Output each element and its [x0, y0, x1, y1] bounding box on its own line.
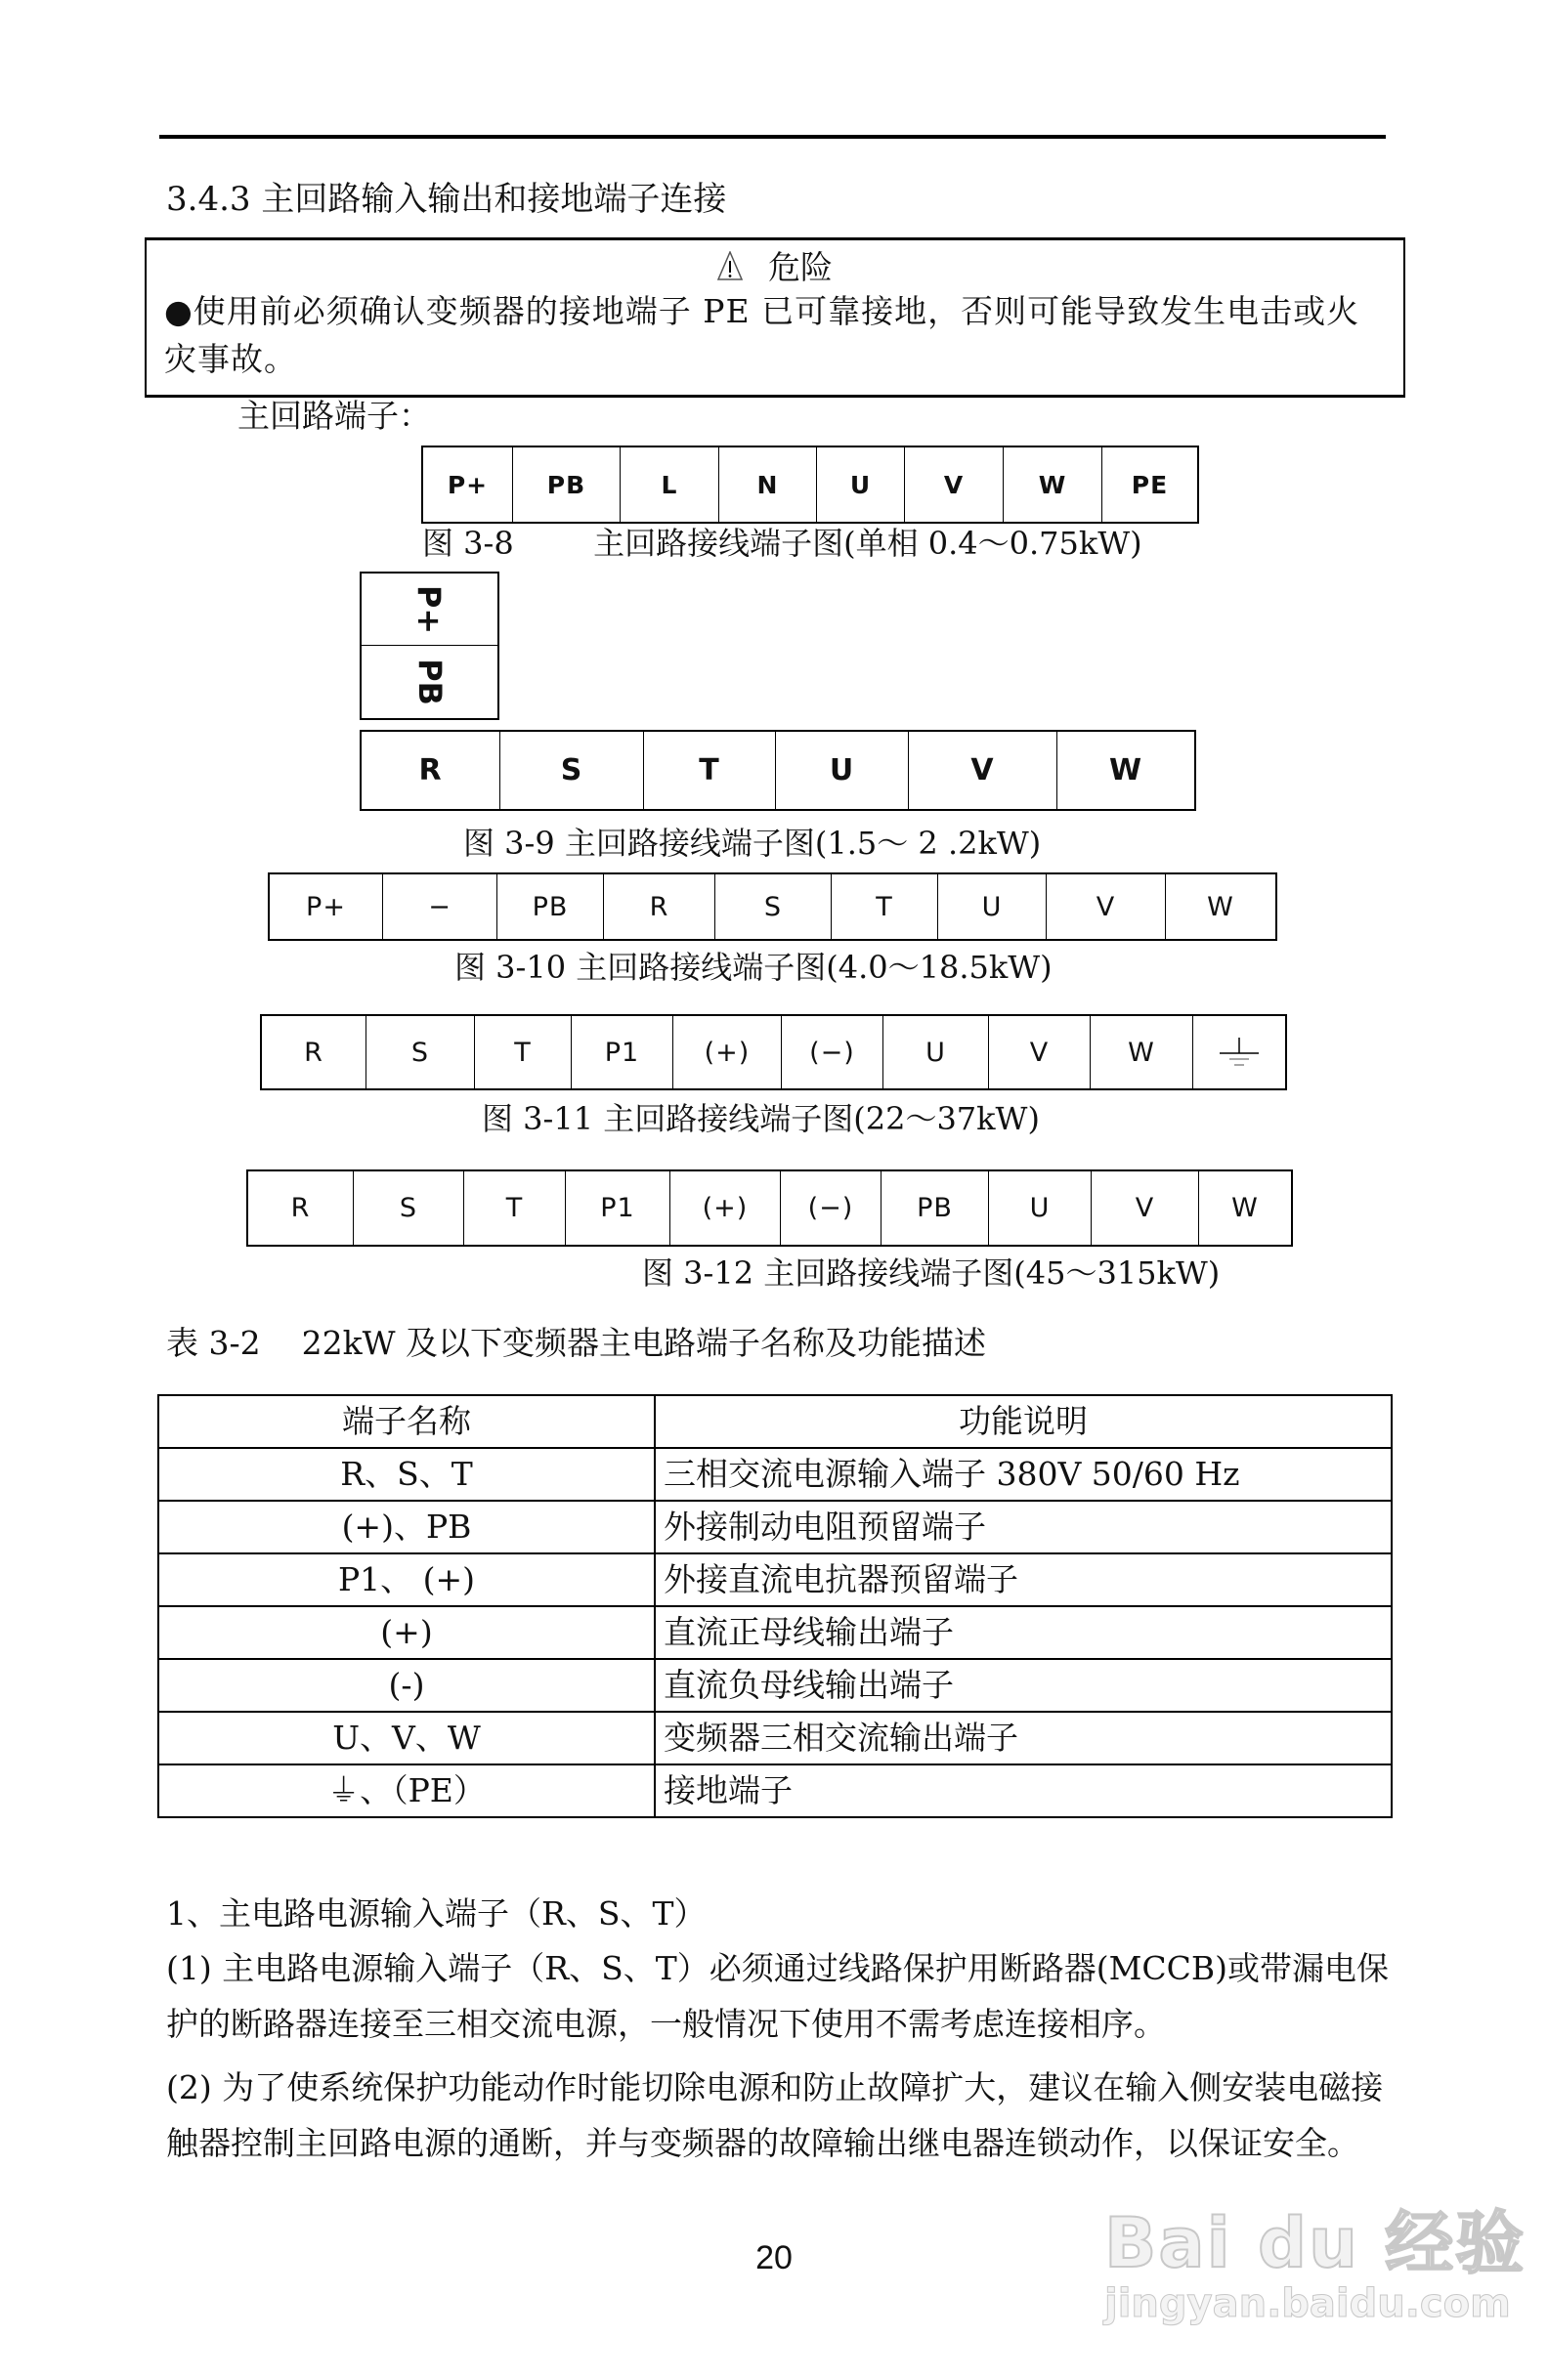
terminal: W: [1091, 1016, 1193, 1088]
function-cell: 直流负母线输出端子: [655, 1659, 1392, 1712]
warning-triangle-icon: [717, 250, 743, 289]
terminal: V: [1047, 874, 1166, 939]
terminal: U: [989, 1171, 1092, 1245]
terminal: W: [1108, 753, 1143, 787]
page-number: 20: [755, 2239, 793, 2276]
danger-title: 危险: [768, 248, 833, 286]
terminal-diagram-3-12: [246, 1169, 1293, 1247]
terminal-diagram-3-11: [260, 1014, 1287, 1090]
terminal: P+: [423, 447, 513, 522]
table-header-row: [158, 1395, 1392, 1448]
terminal-name-cell: (-): [158, 1659, 655, 1712]
main-terminals-label: 主回路端子：: [237, 397, 431, 435]
header-rule: [159, 135, 1386, 139]
terminal: R: [248, 1171, 354, 1245]
terminal-diagram-3-10: [268, 872, 1277, 941]
watermark-logo: Bai du 经验: [1104, 2203, 1526, 2283]
table-row: [158, 1501, 1392, 1553]
table-row: [158, 1764, 1392, 1817]
terminal-name-cell: P1、 (+): [158, 1553, 655, 1606]
terminal: T: [832, 874, 938, 939]
terminal: R: [362, 732, 500, 809]
terminal: (+): [673, 1016, 782, 1088]
figure-caption-3-12: 图 3-12 主回路接线端子图(45～315kW): [642, 1254, 1221, 1292]
function-cell: 三相交流电源输入端子 380V 50/60 Hz: [655, 1448, 1392, 1501]
table-row: [158, 1659, 1392, 1712]
terminal: R: [604, 874, 715, 939]
terminal: W: [1004, 447, 1102, 522]
terminal: S: [354, 1171, 464, 1245]
table-row: [158, 1448, 1392, 1501]
terminal: W: [1231, 1193, 1259, 1223]
function-cell: 直流正母线输出端子: [655, 1606, 1392, 1659]
ground-icon: [1193, 1016, 1285, 1088]
function-cell: 外接制动电阻预留端子: [655, 1501, 1392, 1553]
header-cell: 功能说明: [655, 1395, 1392, 1448]
terminal: T: [464, 1171, 566, 1245]
terminal: S: [715, 874, 832, 939]
terminal: P+: [270, 874, 383, 939]
table-row: [158, 1606, 1392, 1659]
terminal-diagram-3-9-top: [360, 572, 499, 720]
terminal: PB: [497, 874, 604, 939]
table-row: [158, 1553, 1392, 1606]
watermark-url: jingyan.baidu.com: [1104, 2281, 1511, 2326]
terminal: −: [383, 874, 497, 939]
terminal-name-cell: R、S、T: [158, 1448, 655, 1501]
terminal: S: [366, 1016, 475, 1088]
terminal: V: [989, 1016, 1091, 1088]
table-title: 表 3-2 22kW 及以下变频器主电路端子名称及功能描述: [166, 1324, 986, 1362]
terminal: V: [909, 732, 1057, 809]
table-row: [158, 1712, 1392, 1764]
paragraph-1: (1) 主电路电源输入端子（R、S、T）必须通过线路保护用断路器(MCCB)或带漏电保护的断路器连接至三相交流电源，一般情况下使用不需考虑连接相序。: [166, 1949, 1389, 2043]
terminal: L: [621, 447, 719, 522]
terminal: W: [1207, 891, 1234, 922]
subsection-title: 1、主电路电源输入端子（R、S、T）: [166, 1894, 707, 1933]
figure-caption-3-10: 图 3-10 主回路接线端子图(4.0～18.5kW): [454, 949, 1053, 986]
baidu-watermark: [1104, 2189, 1526, 2326]
danger-body: ●使用前必须确认变频器的接地端子 PE 已可靠接地，否则可能导致发生电击或火灾事故。: [164, 292, 1360, 378]
terminal: (−): [782, 1016, 883, 1088]
terminal-name-cell: U、V、W: [158, 1712, 655, 1764]
figure-caption-3-8: 图 3-8 主回路接线端子图(单相 0.4～0.75kW): [422, 525, 1142, 562]
terminal: U: [883, 1016, 989, 1088]
function-cell: 外接直流电抗器预留端子: [655, 1553, 1392, 1606]
paragraph-2: (2) 为了使系统保护功能动作时能切除电源和防止故障扩大，建议在输入侧安装电磁接触器控制主回路电源的通断，并与变频器的故障输出继电器连锁动作，以保证安全。: [166, 2068, 1384, 2162]
terminal: T: [644, 732, 776, 809]
terminal-name-cell: (+)、PB: [158, 1501, 655, 1553]
danger-title-row: [147, 248, 1403, 289]
terminal: PB: [410, 659, 449, 705]
terminal: (+): [670, 1171, 781, 1245]
figure-caption-3-11: 图 3-11 主回路接线端子图(22～37kW): [482, 1100, 1040, 1137]
terminal-name-cell: ⏚、（PE）: [158, 1764, 655, 1817]
terminal: PB: [882, 1171, 989, 1245]
terminal: U: [817, 447, 905, 522]
terminal-diagram-3-8: [421, 446, 1199, 524]
terminal: V: [905, 447, 1004, 522]
terminal: PB: [513, 447, 621, 522]
terminal: U: [938, 874, 1047, 939]
terminal: PE: [1131, 470, 1169, 499]
figure-caption-3-9: 图 3-9 主回路接线端子图(1.5～ 2 .2kW): [463, 825, 1042, 862]
terminal-function-table: [157, 1394, 1393, 1818]
terminal: V: [1092, 1171, 1199, 1245]
terminal: S: [500, 732, 644, 809]
header-cell: 端子名称: [158, 1395, 655, 1448]
terminal-name-cell: (+): [158, 1606, 655, 1659]
terminal: P+: [362, 574, 497, 646]
function-cell: 接地端子: [655, 1764, 1392, 1817]
terminal-diagram-3-9: [360, 730, 1196, 811]
terminal: (−): [781, 1171, 882, 1245]
terminal: U: [776, 732, 909, 809]
danger-notice-box: [145, 237, 1405, 398]
terminal: P1: [572, 1016, 673, 1088]
terminal: P1: [566, 1171, 670, 1245]
function-cell: 变频器三相交流输出端子: [655, 1712, 1392, 1764]
section-heading: 3.4.3 主回路输入输出和接地端子连接: [166, 180, 727, 219]
terminal: N: [719, 447, 817, 522]
terminal: T: [475, 1016, 572, 1088]
terminal: R: [262, 1016, 366, 1088]
